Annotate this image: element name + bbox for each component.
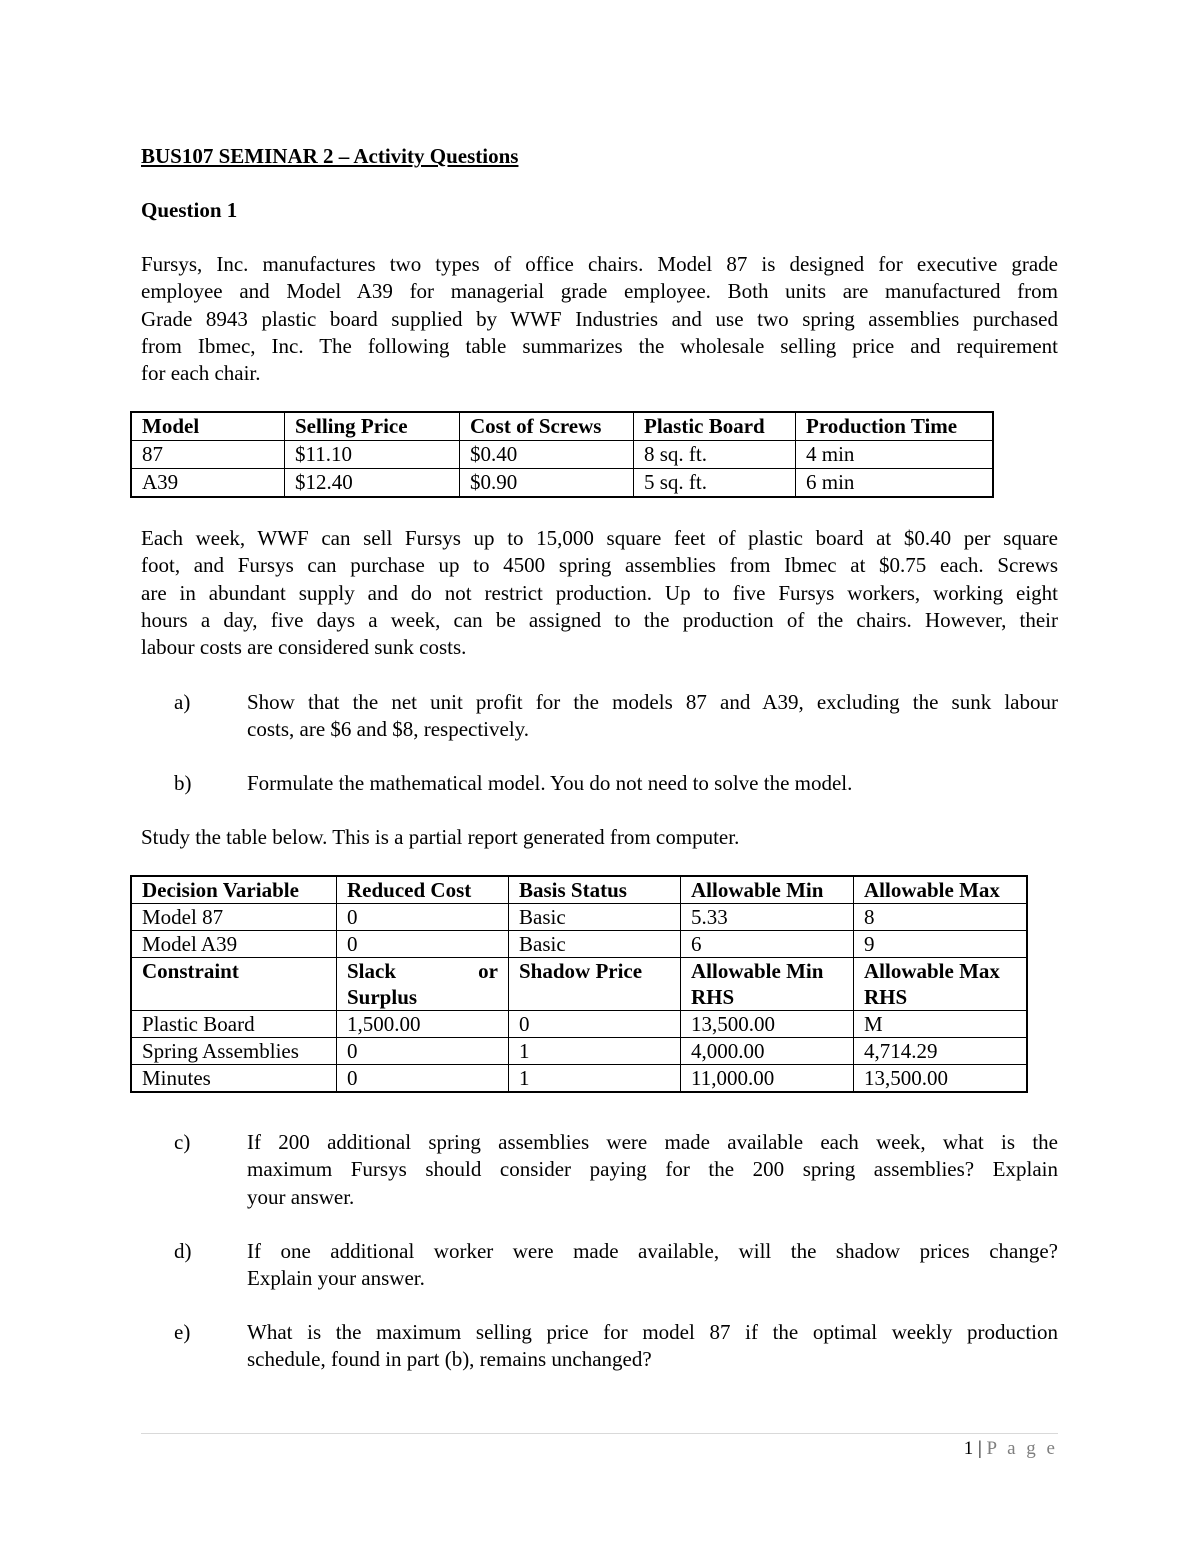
table-cell: 8	[854, 904, 1028, 931]
text-line: employee and Model A39 for managerial grade employee. Both units are manufactured from	[141, 279, 1058, 304]
table-cell: Basic	[509, 904, 681, 931]
table-header-cell: Production Time	[796, 412, 994, 441]
part-text	[247, 770, 1058, 797]
table-cell: 8 sq. ft.	[634, 441, 796, 469]
table-header-cell: Plastic Board	[634, 412, 796, 441]
table-cell: 5 sq. ft.	[634, 469, 796, 498]
table-cell: 5.33	[681, 904, 854, 931]
table-header-cell: Shadow Price	[509, 958, 681, 1011]
document-title: BUS107 SEMINAR 2 – Activity Questions	[141, 144, 519, 168]
table-cell: Basic	[509, 931, 681, 958]
text-line: for each chair.	[141, 361, 261, 386]
table-header-cell: Cost of Screws	[460, 412, 634, 441]
table-cell: Minutes	[131, 1065, 337, 1093]
table-row	[131, 931, 1027, 958]
table-header-cell: Allowable Max	[854, 876, 1028, 904]
question-part-a	[141, 689, 1058, 744]
sensitivity-report-table	[130, 875, 1028, 1093]
text-line: foot, and Fursys can purchase up to 4500 spring assemblies from Ibmec at $0.75 each. Screws	[141, 553, 1058, 578]
table-row	[131, 1065, 1027, 1093]
table-cell: 9	[854, 931, 1028, 958]
table-row	[131, 469, 993, 498]
text-line: maximum Fursys should consider paying for the 200 spring assemblies? Explain	[247, 1157, 1058, 1182]
part-text	[247, 1319, 1058, 1374]
part-label: c)	[174, 1130, 191, 1154]
page-footer	[964, 1438, 1058, 1460]
page-number: 1	[963, 1438, 974, 1459]
part-label: b)	[174, 771, 192, 795]
table-header-row	[131, 412, 993, 441]
table-cell: A39	[131, 469, 285, 498]
table-cell: $0.40	[460, 441, 634, 469]
table-cell: 0	[337, 904, 509, 931]
table-cell: 0	[509, 1011, 681, 1038]
table-cell: $11.10	[285, 441, 460, 469]
study-instruction	[141, 824, 1058, 851]
header-fragment: or	[478, 959, 498, 983]
header-fragment: Slack	[347, 959, 397, 983]
table-cell: 0	[337, 931, 509, 958]
table-cell: 4 min	[796, 441, 994, 469]
question-part-c	[141, 1129, 1058, 1211]
question-part-e	[141, 1319, 1058, 1374]
part-text	[247, 1238, 1058, 1293]
table-cell: 1,500.00	[337, 1011, 509, 1038]
text-line: Explain your answer.	[247, 1266, 425, 1291]
table-cell: 6 min	[796, 469, 994, 498]
table-header-cell: Selling Price	[285, 412, 460, 441]
part-text	[247, 1129, 1058, 1211]
table-header-cell	[337, 958, 509, 1011]
text-line: Each week, WWF can sell Fursys up to 15,000 square feet of plastic board at $0.40 per square	[141, 526, 1058, 550]
table-cell: 4,714.29	[854, 1038, 1028, 1065]
table-header-cell: Basis Status	[509, 876, 681, 904]
text-line: labour costs are considered sunk costs.	[141, 635, 467, 660]
table-cell: 87	[131, 441, 285, 469]
table-cell: $12.40	[285, 469, 460, 498]
table-cell: 0	[337, 1065, 509, 1093]
table-header-row	[131, 876, 1027, 904]
table-cell: Spring Assemblies	[131, 1038, 337, 1065]
header-fragment: RHS	[864, 985, 908, 1009]
table-subheader-row	[131, 958, 1027, 1011]
table-row	[131, 1038, 1027, 1065]
table-cell: 13,500.00	[681, 1011, 854, 1038]
text-line: schedule, found in part (b), remains unchanged?	[247, 1347, 652, 1372]
table-cell: Plastic Board	[131, 1011, 337, 1038]
text-line: Study the table below. This is a partial report generated from computer.	[141, 825, 740, 849]
table-header-cell: Constraint	[131, 958, 337, 1011]
part-label: a)	[174, 690, 191, 714]
table-cell: 1	[509, 1038, 681, 1065]
text-line: hours a day, five days a week, can be assigned to the production of the chairs. However, their	[141, 607, 1058, 632]
table-cell: $0.90	[460, 469, 634, 498]
part-label: d)	[174, 1239, 192, 1263]
text-line: are in abundant supply and do not restrict production. Up to five Fursys workers, working eight	[141, 580, 1058, 605]
footer-separator: |	[977, 1438, 982, 1459]
text-line: from Ibmec, Inc. The following table summarizes the wholesale selling price and requirement	[141, 333, 1058, 358]
part-label: e)	[174, 1320, 191, 1344]
table-header-cell	[681, 958, 854, 1011]
table-header-cell: Allowable Min	[681, 876, 854, 904]
text-line: Fursys, Inc. manufactures two types of office chairs. Model 87 is designed for executive grade	[141, 252, 1058, 276]
table-cell: 13,500.00	[854, 1065, 1028, 1093]
text-line: your answer.	[247, 1184, 355, 1209]
page-word: P a g e	[986, 1438, 1058, 1459]
footer-divider	[141, 1433, 1058, 1434]
text-line: costs, are $6 and $8, respectively.	[247, 717, 530, 742]
table-header-cell: Model	[131, 412, 285, 441]
table-row	[131, 904, 1027, 931]
table-cell: 4,000.00	[681, 1038, 854, 1065]
table-cell: 0	[337, 1038, 509, 1065]
table-cell: Model A39	[131, 931, 337, 958]
intro-paragraph	[141, 251, 1058, 387]
constraints-paragraph	[141, 525, 1058, 661]
header-fragment: Allowable Min	[691, 959, 824, 983]
header-fragment: Surplus	[347, 985, 418, 1009]
header-fragment: Allowable Max	[864, 959, 1000, 983]
text-line: Grade 8943 plastic board supplied by WWF Industries and use two spring assemblies purchased	[141, 306, 1058, 331]
question-part-b	[141, 770, 1058, 798]
table-cell: 1	[509, 1065, 681, 1093]
question-part-d	[141, 1238, 1058, 1293]
text-line: If 200 additional spring assemblies were made available each week, what is the	[247, 1130, 1058, 1154]
table-row	[131, 441, 993, 469]
table-cell: M	[854, 1011, 1028, 1038]
text-line: If one additional worker were made available, will the shadow prices change?	[247, 1239, 1058, 1263]
chair-requirements-table	[130, 411, 994, 498]
text-line: Formulate the mathematical model. You do not need to solve the model.	[247, 771, 853, 795]
table-header-cell	[854, 958, 1028, 1011]
table-header-cell: Decision Variable	[131, 876, 337, 904]
question-heading: Question 1	[141, 198, 238, 222]
header-fragment: RHS	[691, 985, 735, 1009]
table-row	[131, 1011, 1027, 1038]
table-cell: 11,000.00	[681, 1065, 854, 1093]
table-header-cell: Reduced Cost	[337, 876, 509, 904]
table-cell: 6	[681, 931, 854, 958]
text-line: Show that the net unit profit for the models 87 and A39, excluding the sunk labour	[247, 690, 1058, 714]
table-cell: Model 87	[131, 904, 337, 931]
text-line: What is the maximum selling price for model 87 if the optimal weekly production	[247, 1320, 1058, 1344]
part-text	[247, 689, 1058, 744]
